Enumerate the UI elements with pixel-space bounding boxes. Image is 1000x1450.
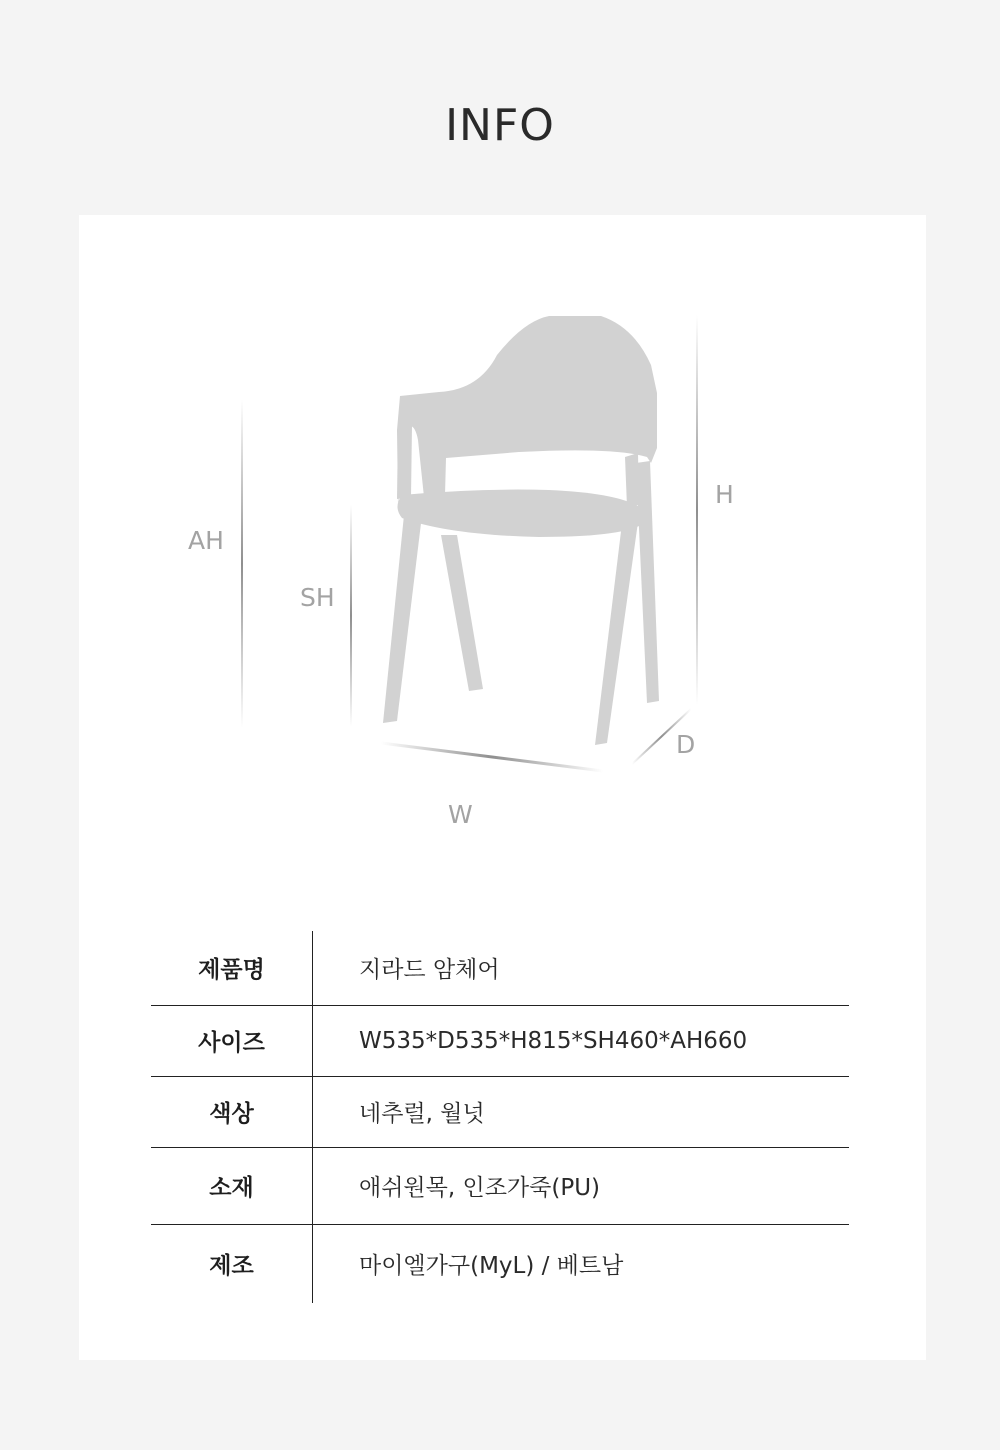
spec-value-material: 애쉬원목, 인조가죽(PU) (359, 1175, 601, 1201)
h-label: H (715, 480, 734, 509)
spec-label-size: 사이즈 (151, 1005, 313, 1076)
spec-value-product-name: 지라드 암체어 (359, 957, 500, 984)
page-title: INFO (445, 100, 555, 151)
d-label: D (676, 730, 696, 759)
w-label: W (448, 800, 473, 829)
spec-label-manufacture: 제조 (151, 1224, 313, 1303)
spec-value-size: W535*D535*H815*SH460*AH660 (359, 1027, 748, 1054)
h-guide-line (696, 315, 698, 705)
table-row (151, 1147, 849, 1224)
info-card (79, 215, 926, 1360)
w-guide-line (381, 743, 603, 771)
sh-label: SH (300, 583, 335, 612)
spec-value-color: 네추럴, 월넛 (359, 1101, 485, 1127)
spec-table (151, 931, 849, 1303)
spec-label-product-name: 제품명 (151, 931, 313, 1005)
table-row (151, 1005, 849, 1076)
table-row (151, 1076, 849, 1147)
table-row (151, 1224, 849, 1303)
ah-guide-line (241, 400, 243, 728)
chair-silhouette (383, 316, 659, 745)
sh-guide-line (350, 505, 352, 727)
chair-dimension-diagram (79, 215, 926, 895)
ah-label: AH (188, 526, 224, 555)
spec-label-material: 소재 (151, 1147, 313, 1224)
table-row (151, 931, 849, 1005)
spec-value-manufacture: 마이엘가구(MyL) / 베트남 (359, 1253, 624, 1280)
spec-label-color: 색상 (151, 1076, 313, 1147)
